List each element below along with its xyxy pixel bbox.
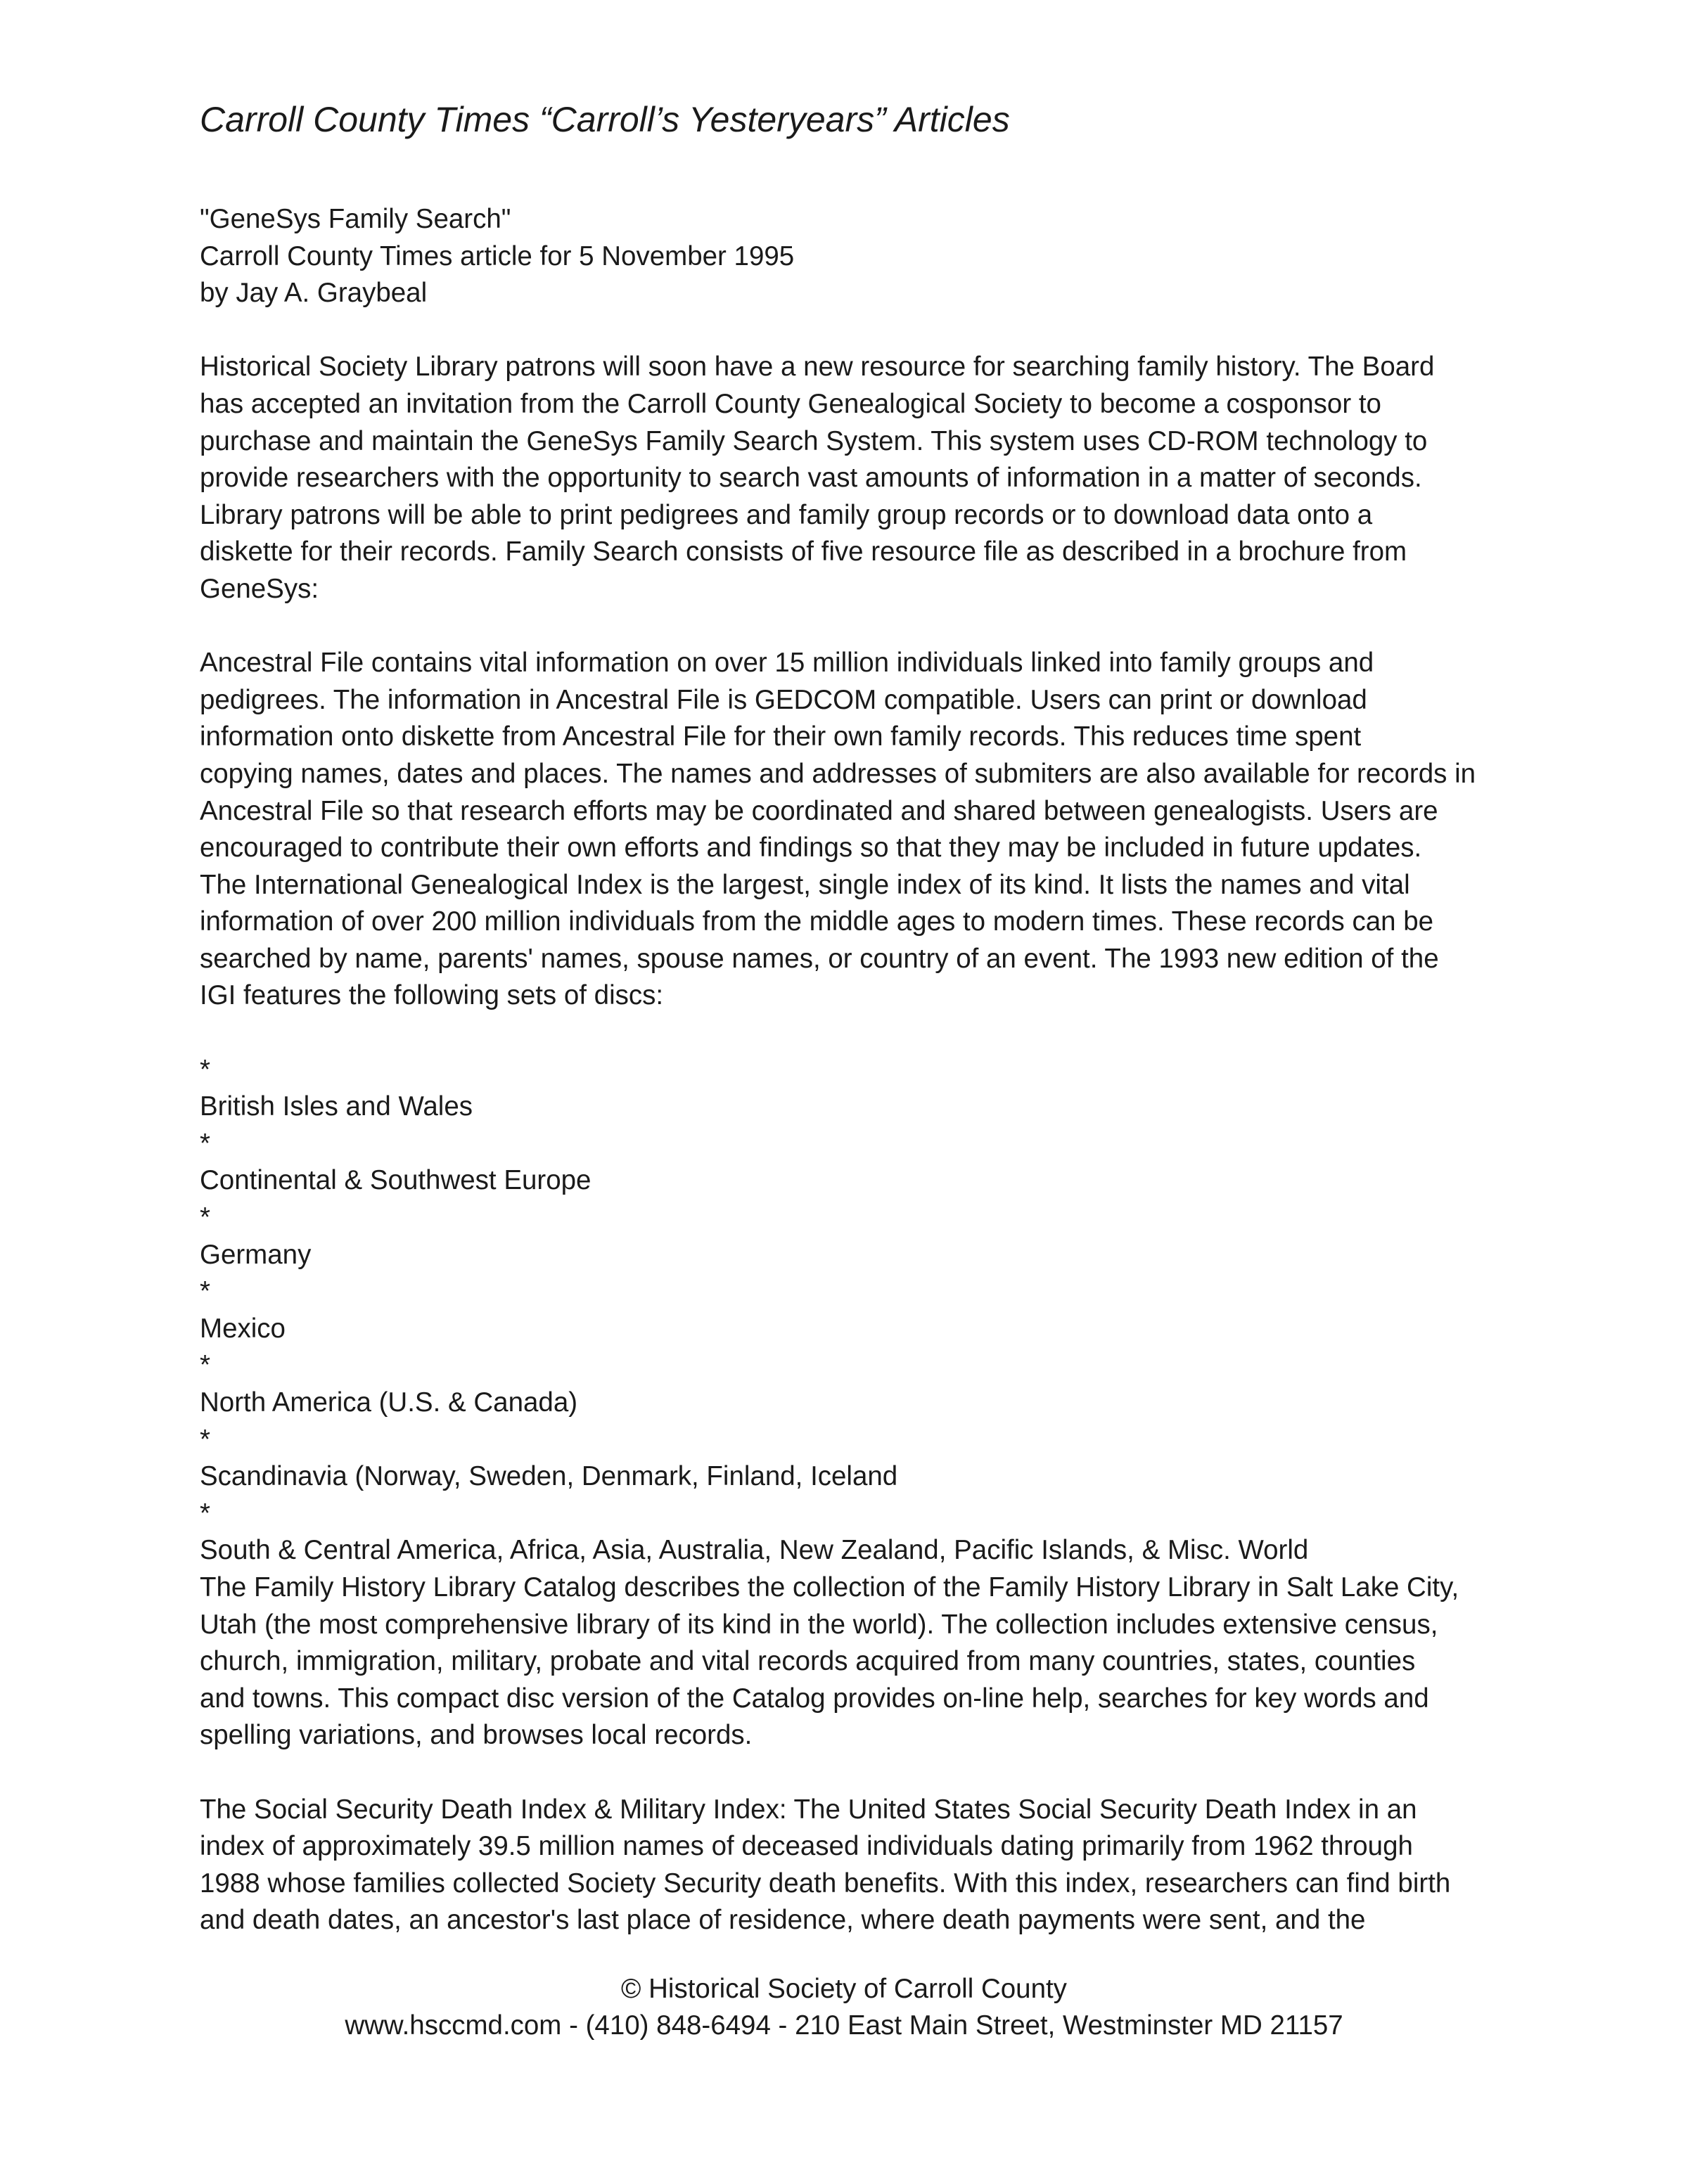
paragraph-line: GeneSys:	[200, 573, 319, 604]
paragraph-gap	[200, 1754, 1508, 1792]
paragraph-line: information onto diskette from Ancestral File for their own family records. This reduces time spent	[200, 721, 1362, 752]
paragraph-gap	[200, 312, 1508, 349]
list-bullet: *	[200, 1202, 210, 1233]
article-title: "GeneSys Family Search"	[200, 204, 511, 234]
paragraph-line: spelling variations, and browses local records.	[200, 1720, 753, 1751]
list-item: North America (U.S. & Canada)	[200, 1387, 578, 1418]
paragraph-line: searched by name, parents' names, spouse names, or country of an event. The 1993 new edition of the	[200, 943, 1439, 974]
list-item: Germany	[200, 1239, 312, 1270]
disc-set-list	[200, 1052, 1508, 1569]
paragraph-line: diskette for their records. Family Search consists of five resource file as described in a brochure from	[200, 537, 1407, 567]
list-bullet: *	[200, 1498, 210, 1529]
paragraph-line: and death dates, an ancestor's last place of residence, where death payments were sent, and the	[200, 1905, 1366, 1936]
catalog-paragraph	[200, 1569, 1508, 1754]
footer-contact: www.hsccmd.com - (410) 848-6494 - 210 East Main Street, Westminster MD 21157	[345, 2010, 1343, 2041]
list-item: British Isles and Wales	[200, 1091, 473, 1122]
article-byline: by Jay A. Graybeal	[200, 278, 428, 309]
list-bullet: *	[200, 1054, 210, 1085]
paragraph-line: purchase and maintain the GeneSys Family Search System. This system uses CD-ROM technology to	[200, 425, 1428, 456]
paragraph-line: copying names, dates and places. The names and addresses of submiters are also available for records in	[200, 758, 1476, 789]
paragraph-line: Historical Society Library patrons will soon have a new resource for searching family history. The Board	[200, 352, 1435, 383]
paragraph-line: provide researchers with the opportunity to search vast amounts of information in a matter of seconds.	[200, 463, 1422, 494]
paragraph-line: Ancestral File so that research efforts may be coordinated and shared between genealogists. Users are	[200, 795, 1438, 826]
list-bullet: *	[200, 1128, 210, 1159]
article-date-line: Carroll County Times article for 5 November 1995	[200, 240, 795, 271]
intro-paragraph	[200, 349, 1508, 608]
paragraph-line: The International Genealogical Index is the largest, single index of its kind. It lists the names and vital	[200, 869, 1410, 900]
list-item: South & Central America, Africa, Asia, Australia, New Zealand, Pacific Islands, & Misc. World	[200, 1535, 1309, 1566]
paragraph-line: and towns. This compact disc version of the Catalog provides on-line help, searches for key words and	[200, 1683, 1429, 1714]
paragraph-line: Library patrons will be able to print pedigrees and family group records or to download data onto a	[200, 499, 1373, 530]
article-body	[200, 201, 1508, 1939]
list-bullet: *	[200, 1276, 210, 1307]
paragraph-line: IGI features the following sets of discs:	[200, 980, 664, 1011]
paragraph-line: information of over 200 million individuals from the middle ages to modern times. These records can be	[200, 906, 1434, 937]
list-bullet: *	[200, 1350, 210, 1381]
paragraph-gap	[200, 1015, 1508, 1052]
paragraph-line: church, immigration, military, probate and vital records acquired from many countries, states, counties	[200, 1646, 1416, 1677]
ancestral-file-paragraph	[200, 645, 1508, 1015]
paragraph-line: pedigrees. The information in Ancestral File is GEDCOM compatible. Users can print or download	[200, 684, 1367, 715]
list-item: Continental & Southwest Europe	[200, 1165, 592, 1196]
footer-copyright: © Historical Society of Carroll County	[621, 1974, 1067, 2004]
list-bullet: *	[200, 1424, 210, 1455]
paragraph-line: Ancestral File contains vital information on over 15 million individuals linked into family groups and	[200, 648, 1374, 679]
paragraph-line: Utah (the most comprehensive library of its kind in the world). The collection includes extensive census,	[200, 1609, 1438, 1640]
paragraph-gap	[200, 608, 1508, 645]
ssdi-paragraph	[200, 1792, 1508, 1939]
list-item: Mexico	[200, 1313, 286, 1344]
paragraph-line: 1988 whose families collected Society Security death benefits. With this index, researchers can find birth	[200, 1868, 1451, 1899]
paragraph-line: The Social Security Death Index & Military Index: The United States Social Security Death Index in an	[200, 1794, 1417, 1825]
paragraph-line: index of approximately 39.5 million names of deceased individuals dating primarily from 1962 through	[200, 1831, 1413, 1862]
paragraph-line: The Family History Library Catalog describes the collection of the Family History Library in Salt Lake City,	[200, 1572, 1459, 1602]
paragraph-line: has accepted an invitation from the Carroll County Genealogical Society to become a cosponsor to	[200, 388, 1381, 419]
list-item: Scandinavia (Norway, Sweden, Denmark, Finland, Iceland	[200, 1461, 898, 1492]
page-header-title: Carroll County Times “Carroll’s Yesteryears” Articles	[200, 100, 1010, 139]
paragraph-line: encouraged to contribute their own efforts and findings so that they may be included in future updates.	[200, 833, 1422, 863]
